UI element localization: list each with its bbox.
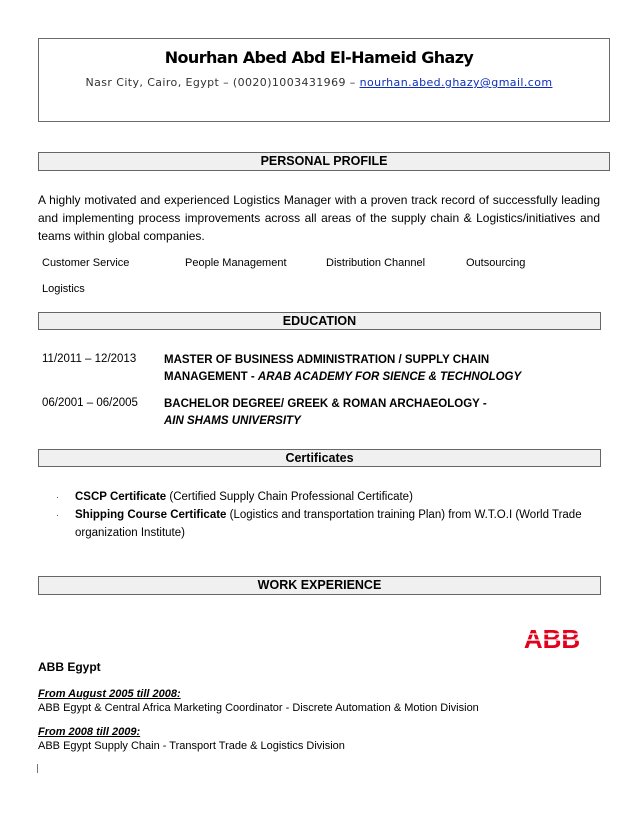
certificate-detail: (Certified Supply Chain Professional Certificate) <box>166 491 413 503</box>
page-edge-marker <box>37 764 38 773</box>
abb-logo <box>516 626 588 652</box>
section-heading-profile: PERSONAL PROFILE <box>38 152 610 171</box>
certificate-item <box>75 506 605 542</box>
contact-details: Nasr City, Cairo, Egypt – (0020)1003431969 – <box>85 76 360 89</box>
certificate-item <box>75 488 605 506</box>
education-dates: 06/2001 – 06/2005 <box>42 397 138 409</box>
institution-name: AIN SHAMS UNIVERSITY <box>164 415 301 427</box>
degree-name: BACHELOR DEGREE/ GREEK & ROMAN ARCHAEOLOGY - <box>164 398 487 410</box>
section-heading-certificates: Certificates <box>38 449 601 467</box>
position-role: ABB Egypt & Central Africa Marketing Coordinator - Discrete Automation & Motion Division <box>38 702 479 714</box>
profile-summary: A highly motivated and experienced Logistics Manager with a proven track record of successfully leading and implementing process improvements across all areas of the supply chain & Logistics/initiatives and teams within global companies. <box>38 193 600 243</box>
education-entry <box>164 352 564 386</box>
section-heading-work: WORK EXPERIENCE <box>38 576 601 595</box>
degree-name: MASTER OF BUSINESS ADMINISTRATION / SUPPLY CHAIN MANAGEMENT - <box>164 354 490 383</box>
institution-name: ARAB ACADEMY FOR SIENCE & TECHNOLOGY <box>257 371 522 383</box>
skill-item: Customer Service <box>42 257 130 269</box>
education-dates: 11/2011 – 12/2013 <box>42 353 137 365</box>
position-period: From August 2005 till 2008: <box>38 688 181 700</box>
email-link[interactable]: nourhan.abed.ghazy@gmail.com <box>359 76 553 89</box>
skill-item: Outsourcing <box>466 257 526 269</box>
section-heading-education: EDUCATION <box>38 312 601 330</box>
position-period: From 2008 till 2009: <box>38 726 141 738</box>
abb-logo-text: ABB <box>523 626 581 652</box>
bullet-icon: · <box>56 492 59 502</box>
skill-item: People Management <box>185 257 287 269</box>
company-name: ABB Egypt <box>38 660 101 674</box>
certificate-detail: (Logistics and transportation training Plan) from W.T.O.I (World Trade organization Institute) <box>75 509 582 539</box>
position-role: ABB Egypt Supply Chain - Transport Trade & Logistics Division <box>38 740 345 752</box>
candidate-name: Nourhan Abed Abd El-Hameid Ghazy <box>164 48 474 67</box>
education-entry <box>164 396 544 430</box>
skill-item: Logistics <box>42 283 85 295</box>
bullet-icon: · <box>56 510 59 520</box>
certificate-name: CSCP Certificate <box>75 491 167 503</box>
skill-item: Distribution Channel <box>326 257 426 269</box>
certificate-name: Shipping Course Certificate <box>75 509 227 521</box>
contact-line <box>0 76 638 89</box>
